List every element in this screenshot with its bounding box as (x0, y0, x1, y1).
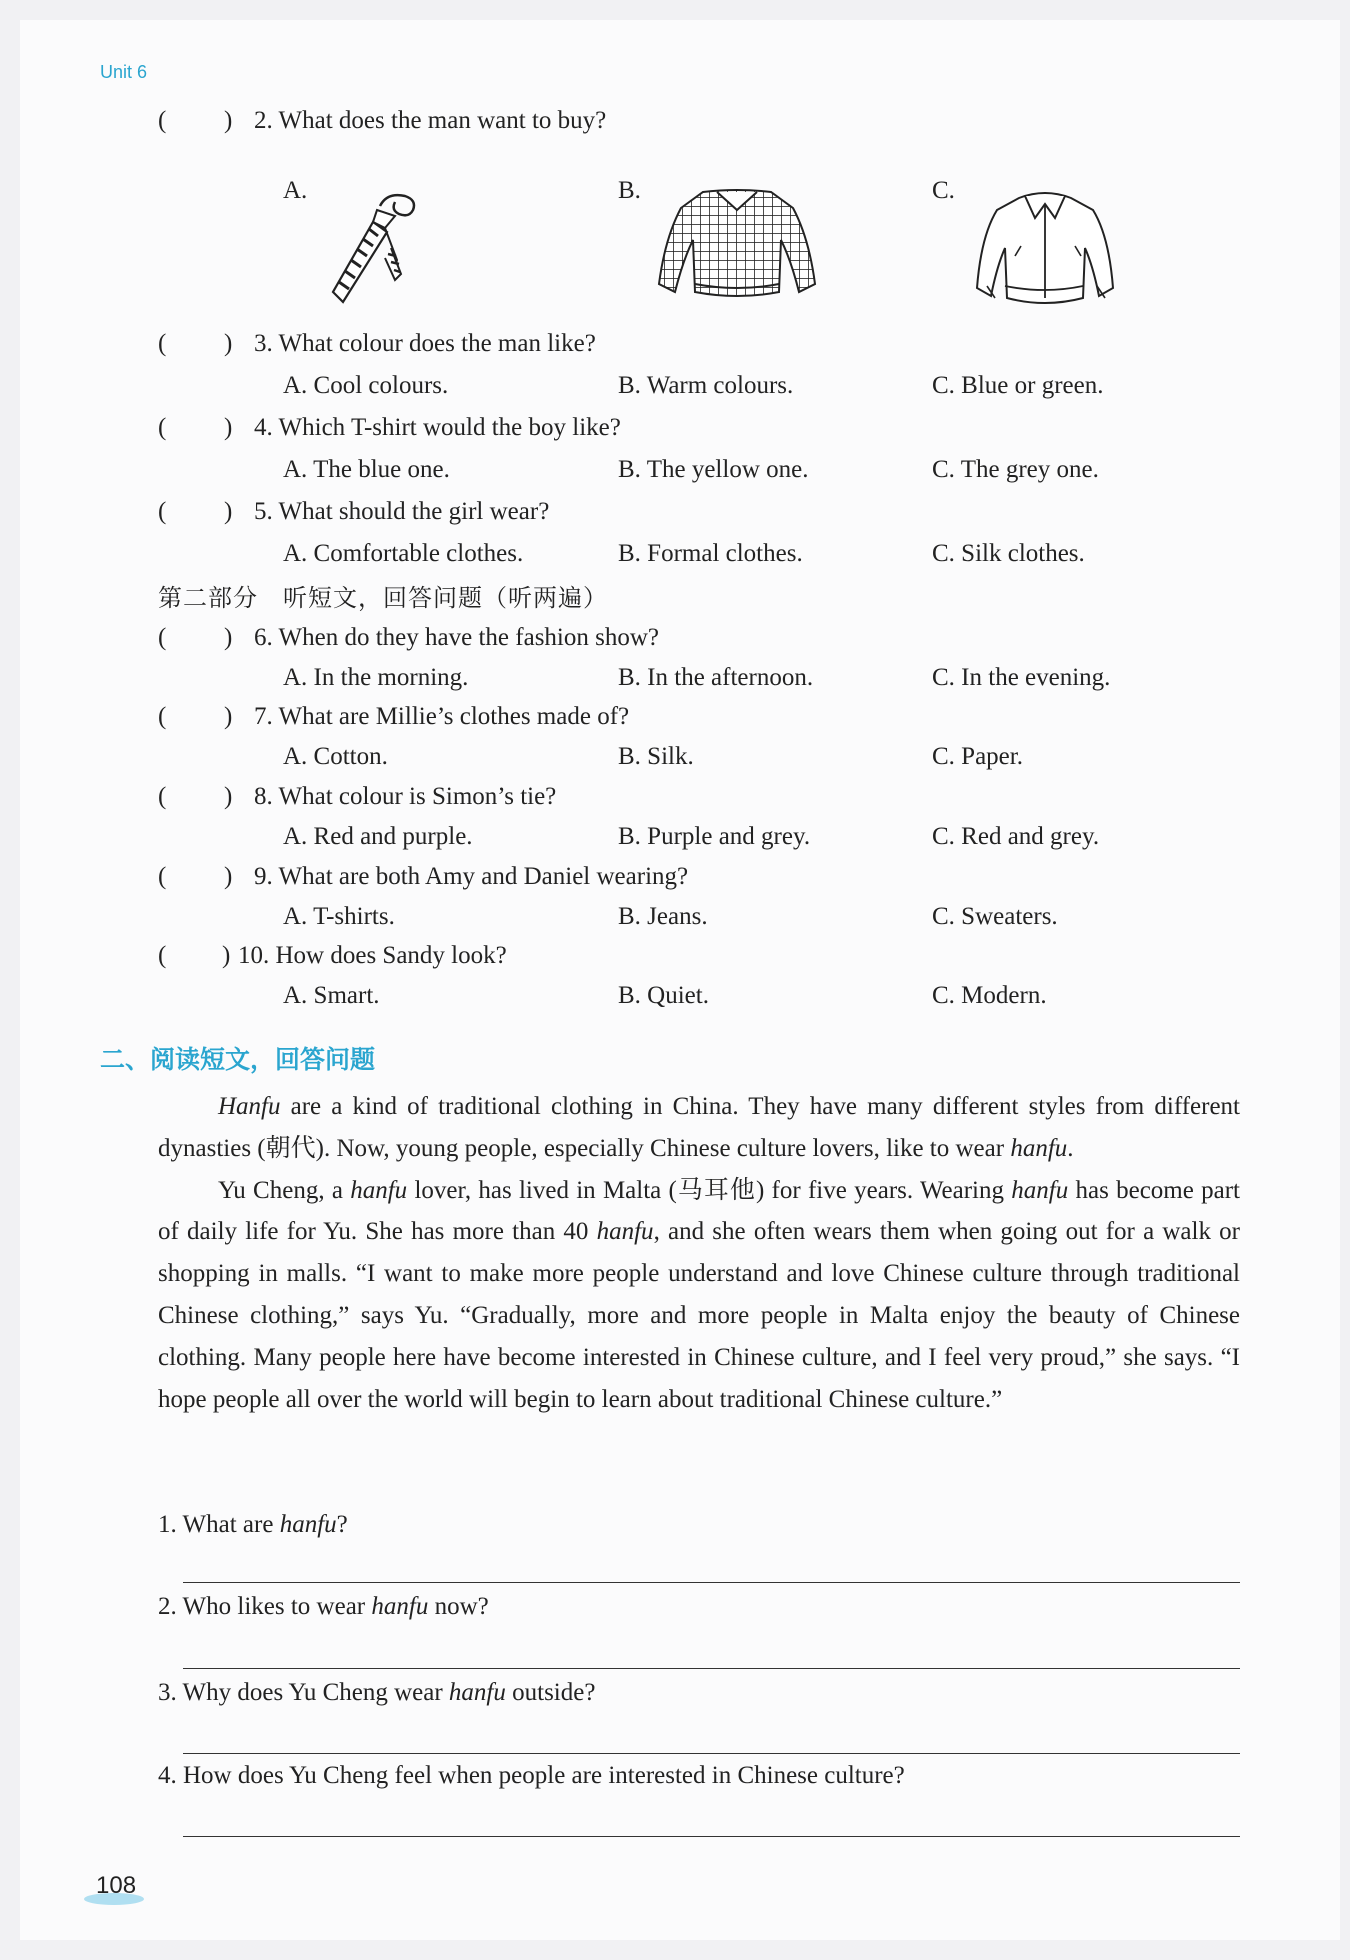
hanfu-term: hanfu (596, 1218, 654, 1246)
answer-paren-right: ) (224, 703, 233, 730)
hanfu-term: hanfu (1011, 1176, 1069, 1204)
option-a: A. The blue one. (283, 456, 450, 483)
question-text: 2. What does the man want to buy? (254, 107, 607, 134)
option-c: C. Red and grey. (932, 823, 1100, 850)
answer-line-2[interactable] (183, 1668, 1240, 1669)
answer-line-1[interactable] (183, 1582, 1240, 1583)
answer-paren-left: ( (158, 330, 167, 357)
option-c: C. In the evening. (932, 664, 1111, 691)
option-b: B. The yellow one. (618, 456, 809, 483)
option-a: A. T-shirts. (283, 903, 395, 930)
option-b: B. Formal clothes. (618, 540, 803, 567)
answer-paren-left: ( (158, 783, 167, 810)
question-text: 8. What colour is Simon’s tie? (254, 783, 557, 810)
answer-line-4[interactable] (183, 1836, 1240, 1837)
option-a: A. Cotton. (283, 743, 388, 770)
option-b: B. Warm colours. (618, 372, 794, 399)
option-a: A. In the morning. (283, 664, 469, 691)
jacket-picture (975, 186, 1115, 311)
reading-question-1: 1. What are hanfu? (158, 1511, 348, 1538)
passage-paragraph-2 (158, 1170, 1240, 1421)
answer-paren-left: ( (158, 498, 167, 525)
checked-sweater-picture (655, 188, 820, 303)
paragraph-text: , and she often wears them when going out for a walk or shopping in malls. “I want to make more people understand and love Chinese culture through traditional Chinese clothing,” says Yu. “Gradually, more and more people in Malta enjoy the beauty of Chinese clothing. Many people here have become interested in Chinese culture, and I feel very proud,” she says. “I hope people all over the world will begin to learn about traditional Chinese culture.” (158, 1218, 1240, 1413)
reading-question-3: 3. Why does Yu Cheng wear hanfu outside? (158, 1679, 596, 1706)
reading-question-2: 2. Who likes to wear hanfu now? (158, 1593, 489, 1620)
answer-paren-left: ( (158, 863, 167, 890)
option-b: B. Quiet. (618, 982, 709, 1009)
answer-paren-left: ( (158, 942, 167, 969)
passage-paragraph-1 (158, 1086, 1240, 1170)
question-text: 6. When do they have the fashion show? (254, 624, 659, 651)
answer-paren-right: ) (224, 107, 233, 134)
answer-paren-right: ) (224, 624, 233, 651)
question-text: 3. What colour does the man like? (254, 330, 596, 357)
option-a: A. Smart. (283, 982, 380, 1009)
hanfu-term: Hanfu (218, 1093, 281, 1120)
option-a: A. (283, 177, 308, 204)
option-a: A. Cool colours. (283, 372, 449, 399)
option-b: B. Jeans. (618, 903, 708, 930)
paragraph-text: are a kind of traditional clothing in China. They have many different styles from different dynasties (朝代). Now, young people, especially Chinese culture lovers, like to wear (158, 1093, 1240, 1162)
option-b: B. In the afternoon. (618, 664, 814, 691)
option-c: C. Blue or green. (932, 372, 1104, 399)
option-c: C. The grey one. (932, 456, 1099, 483)
question-text: 4. Which T-shirt would the boy like? (254, 414, 621, 441)
paragraph-text: Yu Cheng, a (218, 1176, 351, 1204)
worksheet-page (20, 20, 1340, 1940)
question-text: 7. What are Millie’s clothes made of? (254, 703, 630, 730)
option-b: B. (618, 177, 641, 204)
paragraph-text: . (1067, 1134, 1074, 1162)
option-c: C. Paper. (932, 743, 1023, 770)
question-text: 5. What should the girl wear? (254, 498, 550, 525)
page-number: 108 (96, 1872, 137, 1899)
answer-paren-right: ) (224, 414, 233, 441)
answer-paren-right: ) (224, 863, 233, 890)
answer-paren-right: ) (224, 330, 233, 357)
option-c: C. Silk clothes. (932, 540, 1085, 567)
option-b: B. Purple and grey. (618, 823, 811, 850)
answer-paren-left: ( (158, 414, 167, 441)
answer-paren-right: ) (224, 498, 233, 525)
paragraph-text: has become part of daily life for Yu. She has more than 40 (158, 1176, 1240, 1246)
question-text: 10. How does Sandy look? (238, 942, 507, 969)
option-c: C. (932, 177, 955, 204)
answer-paren-right: ) (222, 942, 231, 969)
option-c: C. Sweaters. (932, 903, 1058, 930)
option-c: C. Modern. (932, 982, 1047, 1009)
answer-paren-left: ( (158, 107, 167, 134)
option-a: A. Comfortable clothes. (283, 540, 524, 567)
answer-line-3[interactable] (183, 1753, 1240, 1754)
answer-paren-left: ( (158, 703, 167, 730)
hanfu-term: hanfu (350, 1176, 408, 1204)
answer-paren-right: ) (224, 783, 233, 810)
tie-picture (325, 188, 425, 306)
section-2-title: 二、阅读短文，回答问题 (100, 1045, 376, 1074)
answer-paren-left: ( (158, 624, 167, 651)
reading-passage (158, 1086, 1240, 1420)
option-b: B. Silk. (618, 743, 694, 770)
reading-question-4: 4. How does Yu Cheng feel when people are interested in Chinese culture? (158, 1762, 905, 1789)
paragraph-text: lover, has lived in Malta (马耳他) for five years. Wearing (407, 1176, 1012, 1204)
unit-label: Unit 6 (100, 62, 148, 82)
option-a: A. Red and purple. (283, 823, 473, 850)
hanfu-term: hanfu (1010, 1134, 1068, 1162)
question-text: 9. What are both Amy and Daniel wearing? (254, 863, 689, 890)
part2-heading: 第二部分 听短文，回答问题（听两遍） (158, 584, 608, 612)
